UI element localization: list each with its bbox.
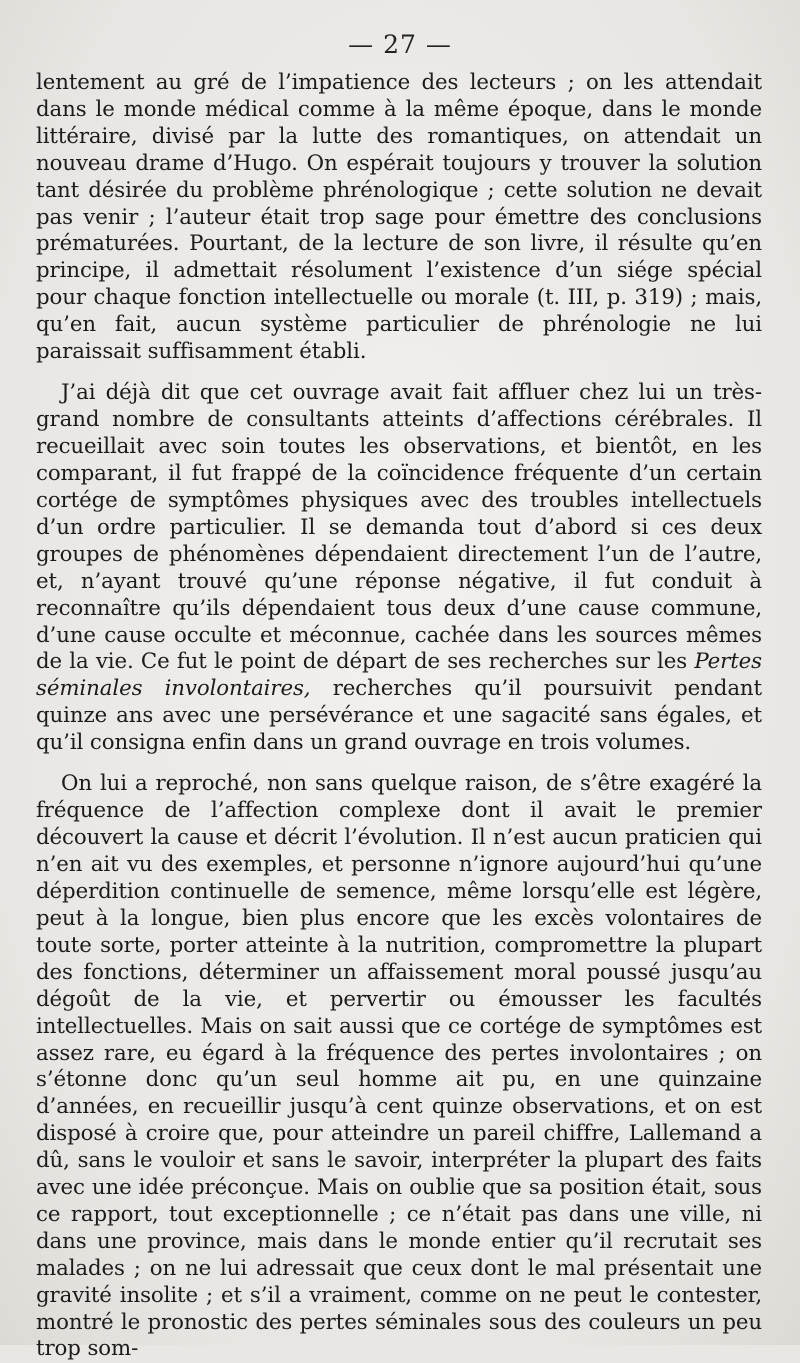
paragraph-2 [36,380,762,757]
paragraph-2-italic-title: Pertes séminales involontaires, [36,649,762,702]
paragraph-2-text: J’ai déjà dit que cet ouvrage avait fait affluer chez lui un très-grand nombre de consultants atteints d’affections cérébrales. Il recueillait avec soin toutes les observations, et bientôt, en les comparant, il fut frappé de la coïncidence fréquente d’un certain cortége de symptômes physiques avec des troubles intellectuels d’un ordre particulier. Il se demanda tout d’abord si ces deux groupes de phénomènes dépendaient directement l’un de l’autre, et, n’ayant trouvé qu’une réponse négative, il fut conduit à reconnaître qu’ils dépendaient tous deux d’une cause commune, d’une cause occulte et méconnue, cachée dans les sources mêmes de la vie. Ce fut le point de départ de ses recherches sur les [36,380,762,675]
body-text [36,70,762,1363]
paragraph-1: lentement au gré de l’impatience des lecteurs ; on les attendait dans le monde médical comme à la même époque, dans le monde littéraire, divisé par la lutte des romantiques, on attendait un nouveau drame d’Hugo. On espérait toujours y trouver la solution tant désirée du problème phrénologique ; cette solution ne devait pas venir ; l’auteur était trop sage pour émettre des conclusions prématurées. Pourtant, de la lecture de son livre, il résulte qu’en principe, il admettait résolument l’existence d’un siége spécial pour chaque fonction intellectuelle ou morale (t. III, p. 319) ; mais, qu’en fait, aucun système particulier de phrénologie ne lui paraissait suffisamment établi. [36,70,762,365]
page-number: — 27 — [348,30,452,59]
paragraph-3: On lui a reproché, non sans quelque raison, de s’être exagéré la fréquence de l’affection complexe dont il avait le premier découvert la cause et décrit l’évolution. Il n’est aucun praticien qui n’en ait vu des exemples, et personne n’ignore aujourd’hui qu’une déperdition continuelle de semence, même lorsqu’elle est légère, peut à la longue, bien plus encore que les excès volontaires de toute sorte, porter atteinte à la nutrition, compromettre la plupart des fonctions, déterminer un affaissement moral poussé jusqu’au dégoût de la vie, et pervertir ou émousser les facultés intellectuelles. Mais on sait aussi que ce cortége de symptômes est assez rare, eu égard à la fréquence des pertes involontaires ; on s’étonne donc qu’un seul homme ait pu, en une quinzaine d’années, en recueillir jusqu’à cent quinze observations, et on est disposé à croire que, pour atteindre un pareil chiffre, Lallemand a dû, sans le vouloir et sans le savoir, interpréter la plupart des faits avec une idée préconçue. Mais on oublie que sa position était, sous ce rapport, tout exceptionnelle ; ce n’était pas dans une ville, ni dans une province, mais dans le monde entier qu’il recrutait ses malades ; on ne lui adressait que ceux dont le mal présentait une gravité insolite ; et s’il a vraiment, comme on ne peut le contester, montré le pronostic des pertes séminales sous des couleurs un peu trop som- [36,771,762,1362]
paragraph-2-text-after: recherches qu’il poursuivit pendant quinze ans avec une persévérance et une sagacité sans égales, et qu’il consigna enfin dans un grand ouvrage en trois volumes. [36,676,762,756]
